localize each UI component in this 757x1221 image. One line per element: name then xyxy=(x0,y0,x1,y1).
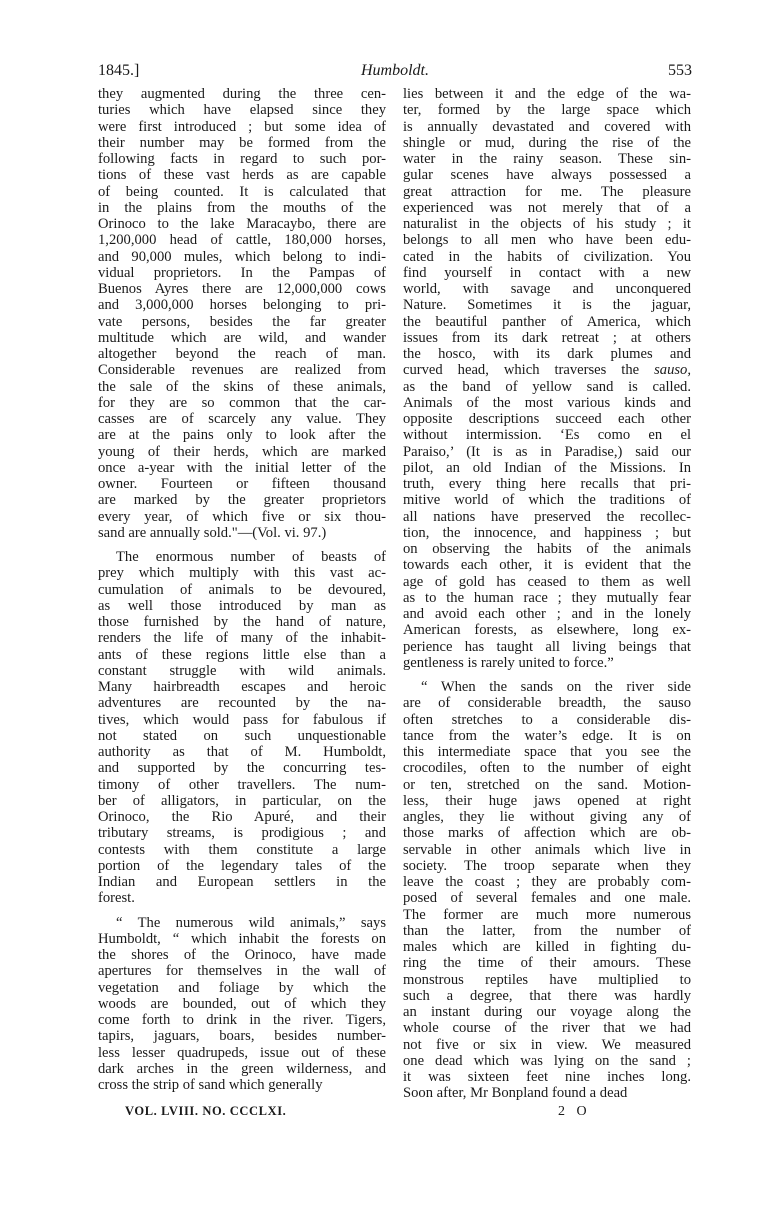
text-line: Buenos Ayres there are 12,000,000 cows xyxy=(98,281,386,297)
text-line: multitude which are wild, and wander xyxy=(98,329,386,346)
text-line: are of considerable breadth, the sauso xyxy=(403,695,691,712)
text-line: experienced was not merely that of a xyxy=(403,199,691,216)
text-line: such a degree, that there was hardly xyxy=(403,987,691,1004)
text-line: an instant during our voyage along the xyxy=(403,1004,691,1020)
paragraph-gap xyxy=(403,671,691,679)
text-line: servable in other animals which live in xyxy=(403,841,691,858)
text-line: American forests, as elsewhere, long ex- xyxy=(403,622,691,639)
text-line: without intermission. ‘Es como en el xyxy=(403,427,691,444)
italic-term: sauso, xyxy=(654,362,691,379)
paragraph xyxy=(403,86,691,671)
text-line: timony of other travellers. The num- xyxy=(98,776,386,793)
text-line: lies between it and the edge of the wa- xyxy=(403,86,691,102)
text-line: society. The troop separate when they xyxy=(403,857,691,874)
text-line: than the latter, from the number of xyxy=(403,922,691,939)
paragraph xyxy=(403,679,691,1102)
text-line: not five or six in view. We measured xyxy=(403,1036,691,1053)
text-line: perience has taught all living beings that xyxy=(403,638,691,655)
text-line: ber of alligators, in particular, on the xyxy=(98,792,386,809)
text-line: owner. Fourteen or fifteen thousand xyxy=(98,476,386,492)
text-line: Many hairbreadth escapes and heroic xyxy=(98,679,386,695)
text-line: those furnished by the hand of nature, xyxy=(98,614,386,630)
text-line: naturalist in the objects of his study ; it xyxy=(403,216,691,232)
text-line: towards each other, it is evident that the xyxy=(403,557,691,574)
text-line: opposite descriptions succeed each other xyxy=(403,411,691,427)
text-line: world, with savage and unconquered xyxy=(403,281,691,297)
text-line: their number may be formed from the xyxy=(98,134,386,151)
text-line: gentleness is rarely united to force.” xyxy=(403,654,614,671)
text-line: the sale of the skins of these animals, xyxy=(98,378,386,395)
volume-footer: VOL. LVIII. NO. CCCLXI. xyxy=(125,1104,287,1118)
paragraph xyxy=(98,86,386,541)
text-line: curved head, which traverses the sauso, xyxy=(403,362,691,379)
text-line: every year, of which five or six thou- xyxy=(98,508,386,525)
text-line: Orinoco to the lake Maracaybo, there are xyxy=(98,216,386,232)
text-line: Humboldt, “ which inhabit the forests on xyxy=(98,930,386,947)
text-line: The former are much more numerous xyxy=(403,906,691,923)
text-line: this intermediate space that you see the xyxy=(403,744,691,760)
text-line: vate persons, besides the far greater xyxy=(98,313,386,330)
text-line: following facts in regard to such por- xyxy=(98,151,386,167)
text-line: find yourself in contact with a new xyxy=(403,264,691,281)
text-line: casses are of scarcely any value. They xyxy=(98,411,386,427)
text-line: those marks of affection which are ob- xyxy=(403,825,691,842)
paragraph xyxy=(98,915,386,1094)
text-line: ants of these regions little else than a xyxy=(98,646,386,663)
text-line: on observing the habits of the animals xyxy=(403,541,691,557)
header-year: 1845.] xyxy=(98,62,140,79)
text-line: pilot, an old Indian of the Missions. In xyxy=(403,459,691,476)
text-line: gular scenes have always possessed a xyxy=(403,167,691,184)
text-line: ter, formed by the large space which xyxy=(403,102,691,119)
text-line: The enormous number of beasts of xyxy=(116,549,386,565)
page-number: 553 xyxy=(668,62,692,79)
text-line: altogether beyond the reach of man. xyxy=(98,346,386,362)
text-line: forest. xyxy=(98,890,135,907)
text-line: the beautiful panther of America, which xyxy=(403,313,691,330)
text-line: tions of these vast herds as are capable xyxy=(98,167,386,184)
text-line: water in the rainy season. These sin- xyxy=(403,151,691,167)
text-line: as the band of yellow sand is called. xyxy=(403,378,691,395)
text-line: the shores of the Orinoco, have made xyxy=(98,947,386,963)
text-line: Soon after, Mr Bonpland found a dead xyxy=(403,1085,628,1102)
text-line: is annually devastated and covered with xyxy=(403,118,691,135)
text-line: mitive world of which the traditions of xyxy=(403,492,691,509)
text-line: as to the human race ; they mutually fear xyxy=(403,589,691,606)
left-column xyxy=(98,86,386,1093)
text-line: constant struggle with wild animals. xyxy=(98,662,386,679)
paragraph-gap xyxy=(98,541,386,549)
text-line: Indian and European settlers in the xyxy=(98,874,386,890)
text-line: as well those introduced by man as xyxy=(98,597,386,614)
text-line: adventures are recounted by the na- xyxy=(98,695,386,712)
text-line: 1,200,000 head of cattle, 180,000 horses, xyxy=(98,232,386,249)
text-line: males which are killed in fighting du- xyxy=(403,939,691,955)
text-line: and 90,000 mules, which belong to indi- xyxy=(98,248,386,265)
text-line: dark arches in the green wilderness, and xyxy=(98,1060,386,1077)
running-head xyxy=(98,62,692,82)
text-line: sand are annually sold."—(Vol. vi. 97.) xyxy=(98,524,327,541)
text-line: and supported by the concurring tes- xyxy=(98,760,386,777)
text-line: Nature. Sometimes it is the jaguar, xyxy=(403,297,691,314)
text-line: truth, every thing here recalls that pri- xyxy=(403,476,691,492)
text-line: once a-year with the initial letter of the xyxy=(98,459,386,476)
text-line: less lesser quadrupeds, issue out of these xyxy=(98,1044,386,1061)
text-line: are at the pains only to look after the xyxy=(98,427,386,444)
text-line: whole course of the river that we had xyxy=(403,1020,691,1037)
text-line: great attraction for me. The pleasure xyxy=(403,183,691,200)
text-line: Orinoco, the Rio Apuré, and their xyxy=(98,809,386,825)
text-line: all nations have preserved the recollec- xyxy=(403,508,691,525)
text-line: they augmented during the three cen- xyxy=(98,86,386,102)
text-line: young of their herds, which are marked xyxy=(98,443,386,460)
text-line: Considerable revenues are realized from xyxy=(98,362,386,379)
text-line: turies which have elapsed since they xyxy=(98,102,386,119)
text-line: portion of the legendary tales of the xyxy=(98,857,386,874)
text-line: often stretches to a considerable dis- xyxy=(403,711,691,728)
text-line: belongs to all men who have been edu- xyxy=(403,232,691,249)
text-line: leave the coast ; they are probably com- xyxy=(403,874,691,890)
text-line: cumulation of animals to be devoured, xyxy=(98,581,386,598)
text-line: monstrous reptiles have multiplied to xyxy=(403,971,691,988)
text-line: ring the time of their amours. These xyxy=(403,955,691,972)
text-line: of being counted. It is calculated that xyxy=(98,183,386,200)
text-line: crocodiles, often to the number of eight xyxy=(403,760,691,777)
text-line: in the plains from the mouths of the xyxy=(98,199,386,216)
text-line: are marked by the greater proprietors xyxy=(98,492,386,509)
text-line: contests with them constitute a large xyxy=(98,841,386,858)
text-line: “ When the sands on the river side xyxy=(421,679,691,695)
text-line: posed of several females and one male. xyxy=(403,890,691,907)
text-line: age of gold has ceased to them as well xyxy=(403,573,691,590)
text-line: and avoid each other ; and in the lonely xyxy=(403,606,691,622)
text-line: less, their huge jaws opened at right xyxy=(403,792,691,809)
text-line: tion, the innocence, and happiness ; but xyxy=(403,524,691,541)
text-line: tapirs, jaguars, boars, besides number- xyxy=(98,1028,386,1045)
signature-mark: 2 O xyxy=(558,1104,591,1119)
header-title: Humboldt. xyxy=(361,62,429,79)
text-line: “ The numerous wild animals,” says xyxy=(116,914,386,931)
text-line: the hosco, with its dark plumes and xyxy=(403,346,691,362)
text-line: authority as that of M. Humboldt, xyxy=(98,744,386,760)
paragraph xyxy=(98,549,386,907)
right-column xyxy=(403,86,691,1102)
text-line: and 3,000,000 horses belonging to pri- xyxy=(98,297,386,314)
text-line: for they are so common that the car- xyxy=(98,394,386,411)
text-line: were first introduced ; but some idea of xyxy=(98,118,386,135)
text-line: renders the life of many of the inhabit- xyxy=(98,630,386,647)
text-line: vidual proprietors. In the Pampas of xyxy=(98,264,386,281)
text-line: woods are bounded, out of which they xyxy=(98,995,386,1012)
text-line: Paraiso,’ (It is as in Paradise,) said our xyxy=(403,443,691,460)
text-line: prey which multiply with this vast ac- xyxy=(98,565,386,582)
text-line: come forth to drink in the river. Tigers, xyxy=(98,1012,386,1028)
text-line: or ten, stretched on the sand. Motion- xyxy=(403,776,691,793)
text-line: shingle or mud, during the rise of the xyxy=(403,134,691,151)
text-line: angles, they lie without giving any of xyxy=(403,809,691,825)
text-line: cross the strip of sand which generally xyxy=(98,1077,323,1093)
text-line: it was sixteen feet nine inches long. xyxy=(403,1069,691,1085)
text-line: apertures for themselves in the wall of xyxy=(98,963,386,980)
text-line: tives, which would pass for fabulous if xyxy=(98,711,386,728)
text-line: one dead which was lying on the sand ; xyxy=(403,1052,691,1069)
text-line: Animals of the most various kinds and xyxy=(403,394,691,411)
text-line: tance from the water’s edge. It is on xyxy=(403,727,691,744)
text-line: tributary streams, is prodigious ; and xyxy=(98,825,386,842)
paragraph-gap xyxy=(98,907,386,915)
text-line: vegetation and foliage by which the xyxy=(98,979,386,996)
text-line: cated in the habits of civilization. You xyxy=(403,248,691,265)
text-line: not stated on such unquestionable xyxy=(98,727,386,744)
text-line: issues from its dark retreat ; at others xyxy=(403,329,691,346)
